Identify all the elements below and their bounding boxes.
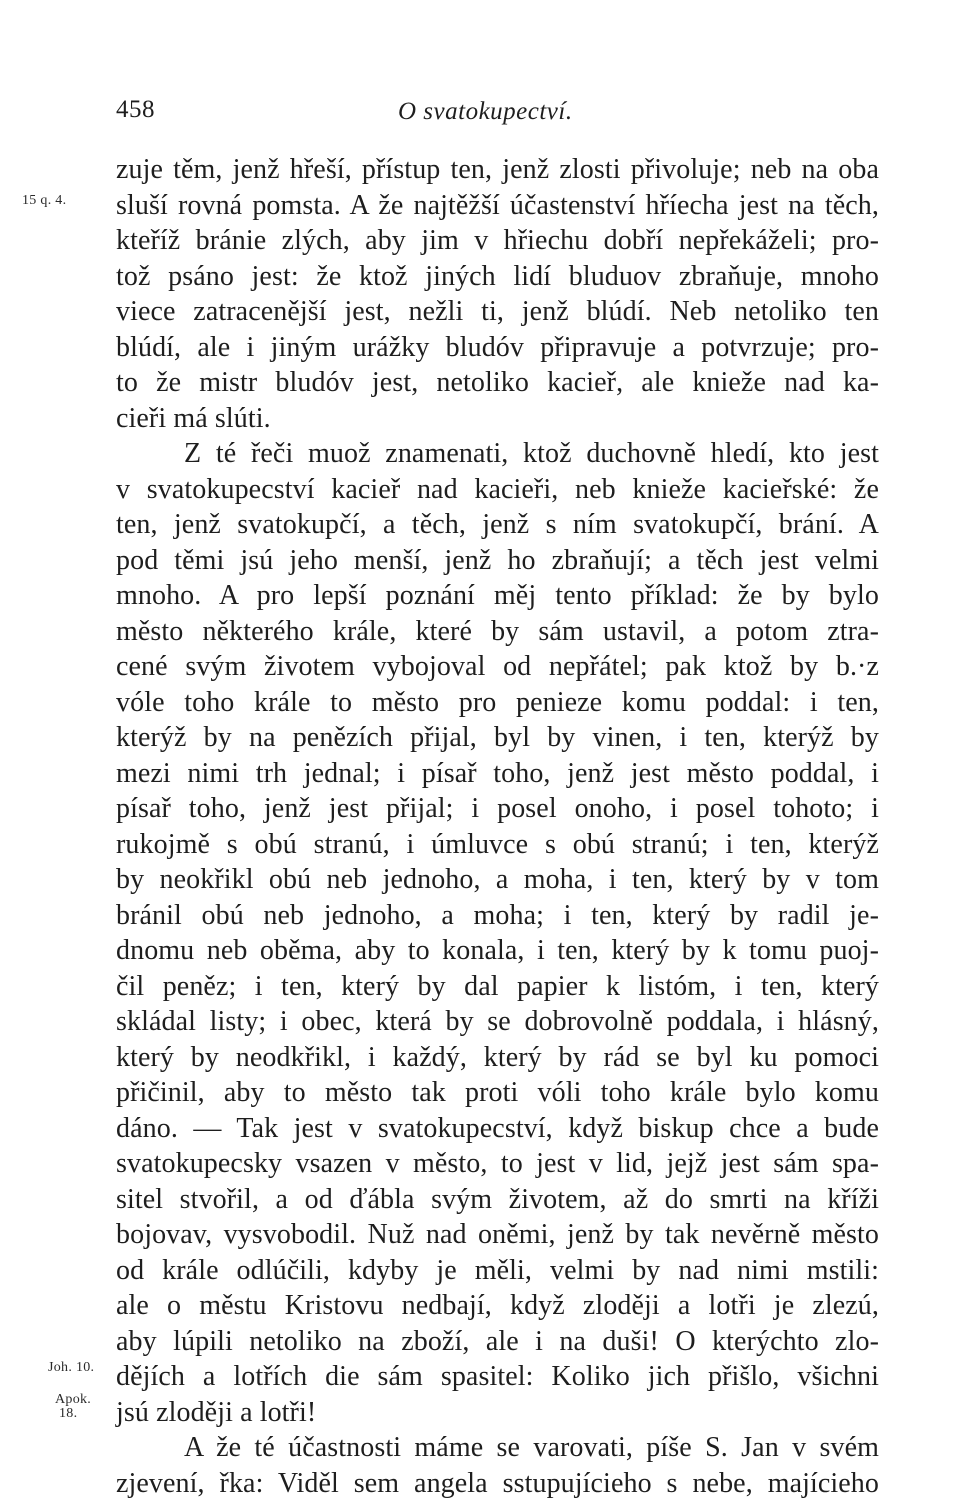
text-line: svatokupecsky vsazen v město, to jest v lid, jejž jest sám spa- <box>116 1146 879 1182</box>
text-line: dějích a lotřích die sám spasitel: Koliko jich přišlo, všichni <box>116 1359 879 1395</box>
text-line: bojovav, vysvobodil. Nuž nad oněmi, jenž by tak nevěrně město <box>116 1217 879 1253</box>
text-line: přičinil, aby to město tak proti vóli toho krále bylo komu <box>116 1075 879 1111</box>
margin-note-reference: 15 q. 4. <box>22 194 66 208</box>
text-line: v svatokupecství kacieř nad kacieři, neb knieže kacieřské: že <box>116 472 879 508</box>
text-line: to že mistr bludóv jest, netoliko kacieř, ale knieže nad ka- <box>116 365 879 401</box>
text-line: jsú zloději a lotři! <box>116 1395 879 1431</box>
text-line: kterýž by na penězích přijal, byl by vinen, i ten, kterýž by <box>116 720 879 756</box>
text-line: vóle toho krále to město pro penieze komu poddal: i ten, <box>116 685 879 721</box>
text-line: aby lúpili netoliko na zboží, ale i na duši! O kterýchto zlo- <box>116 1324 879 1360</box>
text-line: rukojmě s obú stranú, i úmluvce s obú stranú; i ten, kterýž <box>116 827 879 863</box>
text-line: čil peněz; i ten, který by dal papier k listóm, i ten, který <box>116 969 879 1005</box>
text-line: ale o městu Kristovu nedbají, když zloději a lotři je zlezú, <box>116 1288 879 1324</box>
text-line: viece zatracenější jest, nežli ti, jenž blúdí. Neb netoliko ten <box>116 294 879 330</box>
margin-note-joh: Joh. 10. <box>48 1361 94 1375</box>
text-line: sitel stvořil, a od ďábla svým životem, až do smrti na kříži <box>116 1182 879 1218</box>
text-line: kteříž bránie zlých, aby jim v hřiechu dobří nepřekáželi; pro- <box>116 223 879 259</box>
text-line: A že té účastnosti máme se varovati, píše S. Jan v svém <box>116 1430 879 1466</box>
text-line: město některého krále, které by sám ustavil, a potom ztra- <box>116 614 879 650</box>
text-line: zuje těm, jenž hřeší, přístup ten, jenž zlosti přivoluje; neb na oba <box>116 152 879 188</box>
text-line: dáno. — Tak jest v svatokupecství, když biskup chce a bude <box>116 1111 879 1147</box>
text-line: blúdí, ale i jiným urážky bludóv připravuje a potvrzuje; pro- <box>116 330 879 366</box>
text-line: skládal listy; i obec, která by se dobrovolně poddala, i hlásný, <box>116 1004 879 1040</box>
margin-note-apok-number: 18. <box>59 1407 77 1421</box>
text-line: cieři má slúti. <box>116 401 879 437</box>
text-line: který by neodkřikl, i každý, který by rád se byl ku pomoci <box>116 1040 879 1076</box>
text-line: Z té řeči muož znamenati, ktož duchovně hledí, kto jest <box>116 436 879 472</box>
page-number: 458 <box>116 96 155 124</box>
text-line: mnoho. A pro lepší poznání měj tento příklad: že by bylo <box>116 578 879 614</box>
text-line: ten, jenž svatokupčí, a těch, jenž s ním svatokupčí, brání. A <box>116 507 879 543</box>
running-title: O svatokupectví. <box>398 98 573 126</box>
text-line: sluší rovná pomsta. A že najtěžší účastenství hříecha jest na těch, <box>116 188 879 224</box>
text-line: mezi nimi trh jednal; i písař toho, jenž jest město poddal, i <box>116 756 879 792</box>
text-line: pod těmi jsú jeho menší, jenž ho zbraňují; a těch jest velmi <box>116 543 879 579</box>
text-line: zjevení, řka: Viděl sem angela sstupujícieho s nebe, majícieho <box>116 1466 879 1501</box>
text-line: tož psáno jest: že ktož jiných lidí bluduov zbraňuje, mnoho <box>116 259 879 295</box>
body-text <box>116 152 879 1501</box>
text-line: cené svým životem vybojoval od nepřátel; pak ktož by b.·z <box>116 649 879 685</box>
text-line: od krále odlúčili, kdyby je měli, velmi by nad nimi mstili: <box>116 1253 879 1289</box>
text-line: písař toho, jenž jest přijal; i posel onoho, i posel tohoto; i <box>116 791 879 827</box>
text-line: dnomu neb oběma, aby to konala, i ten, který by k tomu puoj- <box>116 933 879 969</box>
text-line: bránil obú neb jednoho, a moha; i ten, který by radil je- <box>116 898 879 934</box>
margin-note-apok: Apok. <box>55 1393 91 1407</box>
text-line: by neokřikl obú neb jednoho, a moha, i ten, který by v tom <box>116 862 879 898</box>
